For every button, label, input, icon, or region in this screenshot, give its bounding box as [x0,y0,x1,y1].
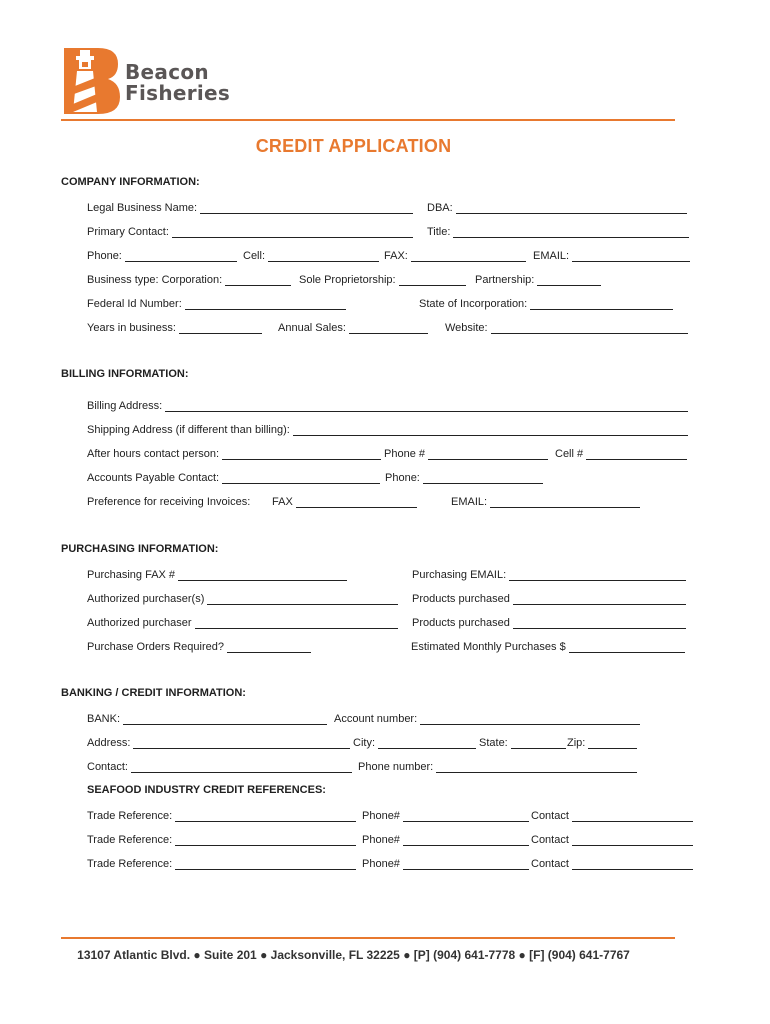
years-field [87,320,262,334]
footer-address: 13107 Atlantic Blvd. [77,948,191,962]
footer-fax: [F] (904) 641-7767 [529,948,630,962]
footer-city: Jacksonville, FL 32225 [270,948,400,962]
monthly-purchases-input[interactable] [569,641,685,653]
trade-reference-2-phone-field [362,832,529,846]
bank-zip-label: Zip: [567,737,586,749]
trade-reference-3-contact-input[interactable] [572,858,693,870]
footer-bullet: ● [260,948,268,962]
monthly-purchases-field [411,639,685,653]
after-hours-phone-label: Phone # [384,448,425,460]
bank-state-input[interactable] [511,737,566,749]
purchasing-email-input[interactable] [509,569,686,581]
title-label: Title: [427,226,451,238]
trade-reference-2-field [87,832,356,846]
banking-section-heading: BANKING / CREDIT INFORMATION: [61,687,246,699]
footer-contact [0,948,707,962]
trade-reference-3-phone-field [362,856,529,870]
trade-reference-2-phone-input[interactable] [403,834,529,846]
purchasing-row-4 [0,639,770,655]
email-input[interactable] [572,250,690,262]
trade-reference-3-contact-label: Contact [531,858,569,870]
company-row-1 [0,200,770,216]
partnership-label: Partnership: [475,274,535,286]
fax-label: FAX: [384,250,408,262]
po-required-field [87,639,311,653]
trade-reference-1-phone-input[interactable] [403,810,529,822]
authorized-purchasers-input[interactable] [207,593,398,605]
banking-row-1 [0,711,770,727]
po-required-label: Purchase Orders Required? [87,641,224,653]
beacon-logo-icon [62,46,124,116]
years-input[interactable] [179,322,262,334]
company-row-6 [0,320,770,336]
phone-label: Phone: [87,250,122,262]
billing-address-input[interactable] [165,400,688,412]
invoice-preference-field [87,494,267,508]
trade-reference-2-contact-field [531,832,693,846]
bank-phone-field [358,759,637,773]
authorized-purchaser-label: Authorized purchaser [87,617,192,629]
invoice-email-field [451,494,640,508]
federal-id-field [87,296,346,310]
purchasing-fax-label: Purchasing FAX # [87,569,176,581]
account-number-label: Account number: [334,713,418,725]
billing-address-field [87,398,688,412]
header-divider [61,119,675,121]
invoice-fax-label: FAX [272,496,293,508]
after-hours-cell-label: Cell # [555,448,584,460]
cell-input[interactable] [268,250,379,262]
banking-row-3 [0,759,770,775]
federal-id-input[interactable] [185,298,346,310]
authorized-purchaser-field [87,615,398,629]
shipping-address-field [87,422,688,436]
company-row-3 [0,248,770,264]
billing-row-1 [0,398,770,414]
purchasing-fax-field [87,567,347,581]
sole-prop-field [299,272,466,286]
bank-address-input[interactable] [133,737,350,749]
bank-contact-field [87,759,352,773]
purchasing-fax-input[interactable] [178,569,347,581]
invoice-fax-field [272,494,417,508]
state-inc-label: State of Incorporation: [419,298,528,310]
products-purchased-2-input[interactable] [513,617,686,629]
document-title: CREDIT APPLICATION [255,136,452,156]
trade-reference-row-1 [0,808,770,824]
ap-contact-label: Accounts Payable Contact: [87,472,220,484]
bank-phone-input[interactable] [436,761,637,773]
footer-divider [61,937,675,939]
purchasing-row-1 [0,567,770,583]
annual-sales-input[interactable] [349,322,428,334]
ap-phone-label: Phone: [385,472,420,484]
company-row-2 [0,224,770,240]
corporation-input[interactable] [225,274,291,286]
website-label: Website: [445,322,488,334]
trade-reference-3-label: Trade Reference: [87,858,173,870]
bank-contact-label: Contact: [87,761,128,773]
shipping-address-label: Shipping Address (if different than billing): [87,424,290,436]
products-purchased-1-input[interactable] [513,593,686,605]
ap-contact-field [87,470,380,484]
billing-section-heading: BILLING INFORMATION: [61,368,189,380]
ap-phone-field [385,470,543,484]
trade-reference-2-contact-label: Contact [531,834,569,846]
bank-contact-input[interactable] [131,761,352,773]
fax-input[interactable] [411,250,526,262]
title-field [427,224,689,238]
after-hours-cell-field [555,446,687,460]
ap-contact-input[interactable] [222,472,380,484]
bank-zip-input[interactable] [588,737,637,749]
trade-reference-row-3 [0,856,770,872]
invoice-email-label: EMAIL: [451,496,488,508]
authorized-purchasers-field [87,591,398,605]
bank-address-label: Address: [87,737,131,749]
billing-address-label: Billing Address: [87,400,163,412]
bank-state-field [479,735,566,749]
footer-bullet: ● [403,948,411,962]
website-input[interactable] [491,322,688,334]
trade-reference-1-field [87,808,356,822]
monthly-purchases-label: Estimated Monthly Purchases $ [411,641,566,653]
trade-reference-1-input[interactable] [175,810,356,822]
phone-input[interactable] [125,250,237,262]
legal-name-label: Legal Business Name: [87,202,198,214]
bank-city-label: City: [353,737,375,749]
invoice-email-input[interactable] [490,496,640,508]
products-purchased-1-label: Products purchased [412,593,510,605]
trade-reference-2-input[interactable] [175,834,356,846]
bank-phone-label: Phone number: [358,761,434,773]
footer-bullet: ● [518,948,526,962]
trade-reference-3-contact-field [531,856,693,870]
account-number-input[interactable] [420,713,640,725]
federal-id-label: Federal Id Number: [87,298,182,310]
bank-city-field [353,735,476,749]
trade-reference-3-input[interactable] [175,858,356,870]
state-inc-field [419,296,673,310]
purchasing-row-2 [0,591,770,607]
after-hours-input[interactable] [222,448,381,460]
invoice-fax-input[interactable] [296,496,417,508]
purchasing-email-field [412,567,686,581]
footer-bullet: ● [193,948,201,962]
shipping-address-input[interactable] [293,424,688,436]
cell-label: Cell: [243,250,266,262]
trade-reference-2-contact-input[interactable] [572,834,693,846]
sole-prop-label: Sole Proprietorship: [299,274,396,286]
billing-row-2 [0,422,770,438]
trade-reference-2-label: Trade Reference: [87,834,173,846]
sole-prop-input[interactable] [399,274,466,286]
trade-reference-1-contact-label: Contact [531,810,569,822]
authorized-purchaser-input[interactable] [195,617,398,629]
email-label: EMAIL: [533,250,570,262]
trade-reference-3-phone-input[interactable] [403,858,529,870]
business-type-label: Business type: Corporation: [87,274,223,286]
legal-name-field [87,200,413,214]
primary-contact-input[interactable] [172,226,413,238]
phone-field [87,248,237,262]
brand-wordmark [125,62,230,104]
after-hours-label: After hours contact person: [87,448,220,460]
banking-row-2 [0,735,770,751]
website-field [445,320,688,334]
products-purchased-1-field [412,591,686,605]
cell-field [243,248,379,262]
products-purchased-2-label: Products purchased [412,617,510,629]
billing-row-3 [0,446,770,462]
dba-field [427,200,687,214]
email-field [533,248,690,262]
trade-reference-1-label: Trade Reference: [87,810,173,822]
ap-phone-input[interactable] [423,472,543,484]
bank-field [87,711,327,725]
annual-sales-label: Annual Sales: [278,322,346,334]
products-purchased-2-field [412,615,686,629]
trade-reference-1-contact-field [531,808,693,822]
company-row-5 [0,296,770,312]
bank-input[interactable] [123,713,327,725]
annual-sales-field [278,320,428,334]
trade-reference-3-field [87,856,356,870]
after-hours-cell-input[interactable] [586,448,687,460]
trade-reference-row-2 [0,832,770,848]
trade-reference-1-contact-input[interactable] [572,810,693,822]
trade-reference-2-phone-label: Phone# [362,834,400,846]
dba-input[interactable] [456,202,687,214]
references-heading: SEAFOOD INDUSTRY CREDIT REFERENCES: [87,784,326,796]
primary-contact-label: Primary Contact: [87,226,169,238]
footer-phone: [P] (904) 641-7778 [413,948,516,962]
bank-zip-field [567,735,637,749]
company-section-heading: COMPANY INFORMATION: [61,176,200,188]
partnership-input[interactable] [537,274,601,286]
corporation-field [87,272,291,286]
trade-reference-1-phone-label: Phone# [362,810,400,822]
fax-field [384,248,526,262]
after-hours-phone-field [384,446,548,460]
authorized-purchasers-label: Authorized purchaser(s) [87,593,205,605]
bank-state-label: State: [479,737,508,749]
state-inc-input[interactable] [530,298,673,310]
bank-city-input[interactable] [378,737,476,749]
after-hours-field [87,446,381,460]
brand-name-line2: Fisheries [125,81,231,105]
primary-contact-field [87,224,413,238]
po-required-input[interactable] [227,641,311,653]
bank-address-field [87,735,350,749]
years-label: Years in business: [87,322,176,334]
footer-suite: Suite 201 [204,948,257,962]
purchasing-section-heading: PURCHASING INFORMATION: [61,543,219,555]
billing-row-4 [0,470,770,486]
legal-name-input[interactable] [200,202,413,214]
trade-reference-1-phone-field [362,808,529,822]
partnership-field [475,272,601,286]
dba-label: DBA: [427,202,453,214]
purchasing-row-3 [0,615,770,631]
title-input[interactable] [453,226,689,238]
billing-row-5 [0,494,770,510]
company-row-4 [0,272,770,288]
brand-logo [62,46,252,116]
bank-label: BANK: [87,713,121,725]
account-number-field [334,711,640,725]
trade-reference-3-phone-label: Phone# [362,858,400,870]
purchasing-email-label: Purchasing EMAIL: [412,569,507,581]
brand-name-line1: Beacon [125,60,209,84]
after-hours-phone-input[interactable] [428,448,548,460]
invoice-preference-label: Preference for receiving Invoices: [87,496,251,508]
